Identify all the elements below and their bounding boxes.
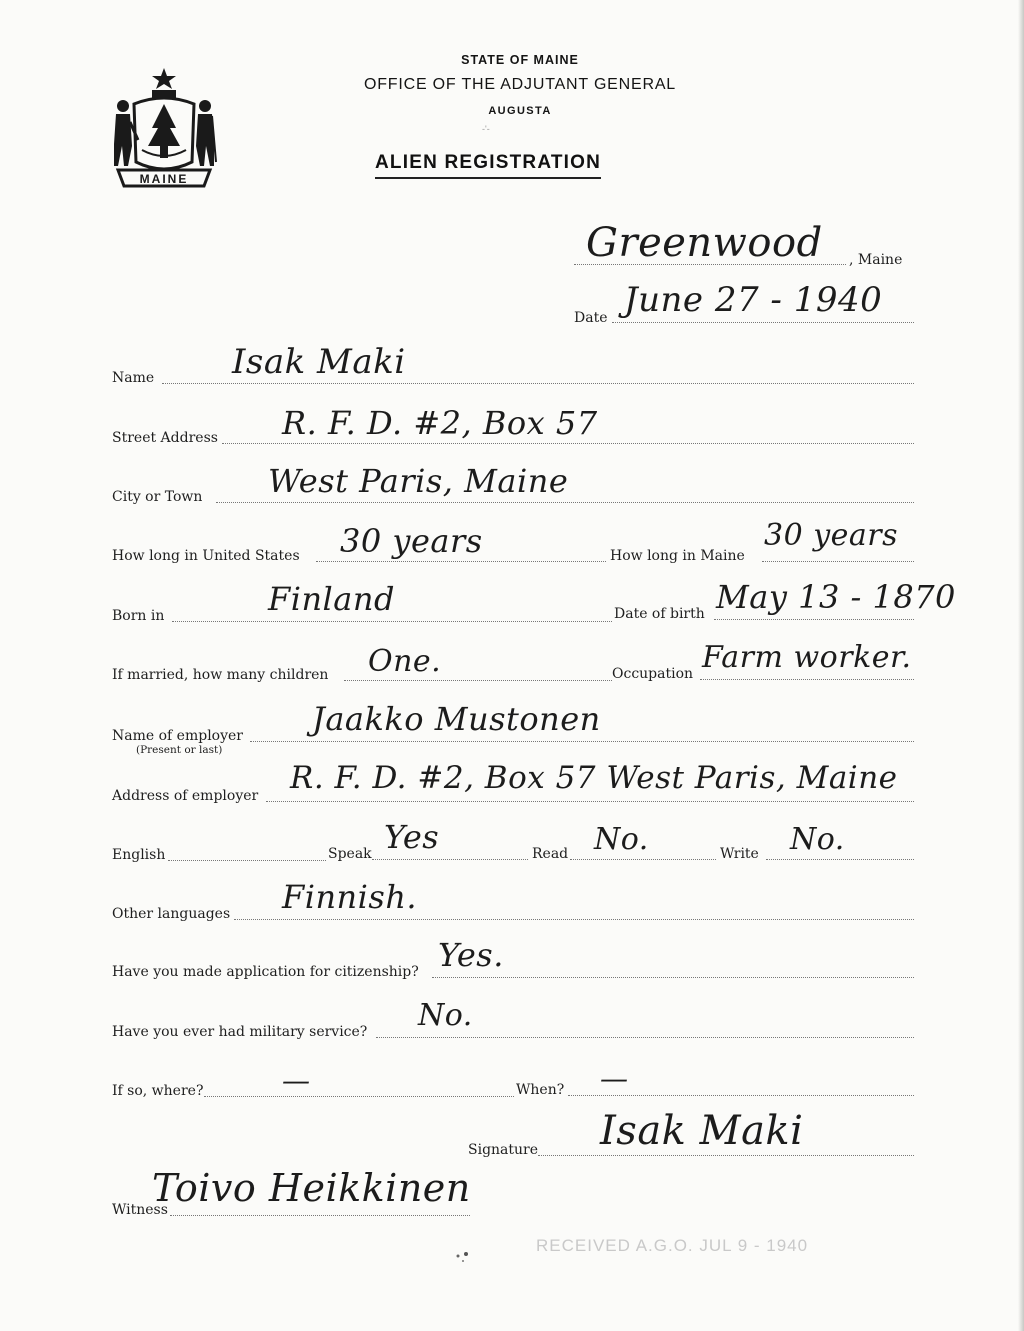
date-line [612,322,914,323]
military-label: Have you ever had military service? [112,1024,368,1040]
city-value: West Paris, Maine [268,462,569,500]
where-line [204,1096,514,1097]
signature-line [538,1155,914,1156]
ink-specks [452,1250,482,1270]
military-value: No. [418,998,473,1033]
read-label: Read [532,846,569,862]
dob-label: Date of birth [614,606,705,622]
dob-value: May 13 - 1870 [716,578,956,616]
english-line [168,860,326,861]
city-line [216,502,914,503]
employer-name-value: Jaakko Mustonen [312,700,601,738]
children-value: One. [368,644,442,679]
when-line [568,1095,914,1096]
employer-address-line [266,801,914,802]
name-line [162,383,914,384]
scan-edge [1018,0,1024,1331]
employer-address-value: R. F. D. #2, Box 57 West Paris, Maine [290,760,898,796]
occupation-label: Occupation [612,666,694,682]
signature-value: Isak Maki [600,1108,804,1154]
header-state: STATE OF MAINE [461,53,579,67]
occupation-line [700,679,914,680]
header-city: AUGUSTA [488,105,552,117]
employer-name-sublabel: (Present or last) [136,744,223,756]
where-value: — [282,1064,311,1097]
citizenship-value: Yes. [438,936,504,974]
where-label: If so, where? [112,1083,204,1099]
town-suffix: , Maine [849,252,903,268]
city-label: City or Town [112,489,203,505]
write-value: No. [790,822,845,857]
military-line [376,1037,914,1038]
header-office: OFFICE OF THE ADJUTANT GENERAL [363,76,677,93]
children-label: If married, how many children [112,667,329,683]
street-address-label: Street Address [112,430,218,446]
other-languages-line [234,919,914,920]
seal-text: MAINE [139,172,189,186]
dob-line [714,619,914,620]
date-label: Date [574,310,608,326]
employer-name-line [250,741,914,742]
employer-address-label: Address of employer [112,788,259,804]
witness-value: Toivo Heikkinen [152,1166,471,1210]
born-in-label: Born in [112,608,165,624]
witness-label: Witness [112,1202,168,1218]
town-value: Greenwood [586,220,823,266]
speak-value: Yes [384,818,440,856]
header-mark: -'- [482,124,490,134]
other-languages-value: Finnish. [282,878,418,916]
street-address-line [222,443,914,444]
us-duration-label: How long in United States [112,548,300,564]
citizenship-line [432,977,914,978]
write-label: Write [720,846,759,862]
other-languages-label: Other languages [112,906,231,922]
english-label: English [112,847,166,863]
signature-label: Signature [468,1142,539,1158]
name-value: Isak Maki [232,342,406,382]
speak-line [372,859,528,860]
form-title: ALIEN REGISTRATION [375,152,601,179]
maine-duration-line [762,561,914,562]
write-line [766,859,914,860]
children-line [344,680,612,681]
when-value: — [600,1062,629,1095]
us-duration-line [316,561,606,562]
citizenship-label: Have you made application for citizenship? [112,964,419,980]
received-stamp: RECEIVED A.G.O. JUL 9 - 1940 [536,1236,809,1255]
read-value: No. [594,822,649,857]
born-in-line [172,621,612,622]
witness-line [170,1215,470,1216]
name-label: Name [112,370,155,386]
employer-name-label: Name of employer [112,728,243,744]
maine-duration-value: 30 years [764,518,899,553]
maine-duration-label: How long in Maine [610,548,745,564]
date-value: June 27 - 1940 [624,280,883,320]
speak-label: Speak [328,846,372,862]
street-address-value: R. F. D. #2, Box 57 [282,404,598,442]
when-label: When? [516,1082,565,1098]
born-in-value: Finland [268,580,395,618]
occupation-value: Farm worker. [702,640,912,675]
read-line [570,859,716,860]
us-duration-value: 30 years [340,522,483,560]
